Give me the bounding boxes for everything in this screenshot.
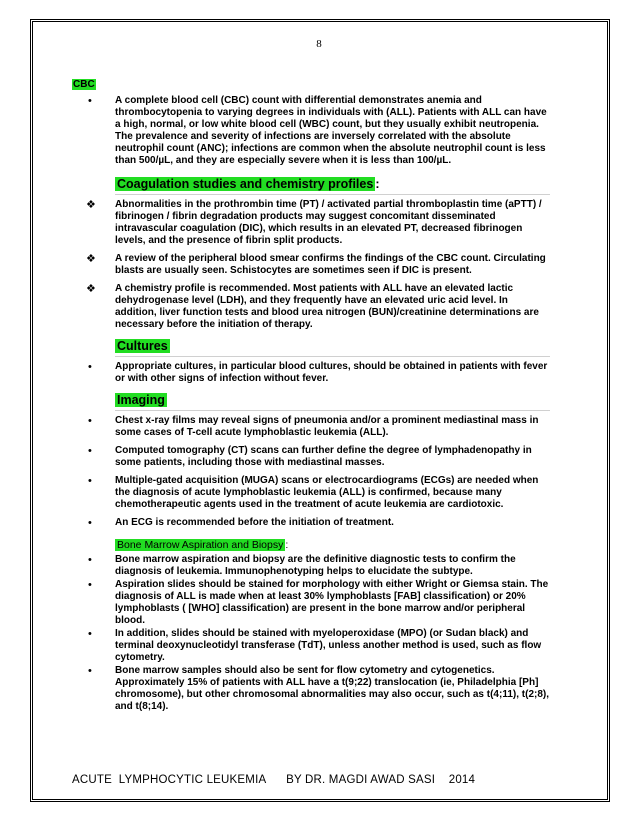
list-item: • Chest x-ray films may reveal signs of pneumonia and/or a prominent mediastinal mass in some cases of T-cell acute lymphoblastic leukemia (ALL).: [88, 415, 539, 438]
diamond-bullet-icon: ❖: [86, 253, 96, 265]
bullet-icon: •: [88, 475, 92, 487]
list-item: • Bone marrow samples should also be sent for flow cytometry and cytogenetics. Approximately 15% of patients with ALL have a t(9;22) translocation (ie, Philadelphia [Ph] chromosome), but other chromosomal abnormalities may also occur, such as t(4;11), t(2;8), and t(8;14).: [88, 665, 549, 712]
imaging-heading-row: [115, 391, 550, 411]
bullet-icon: •: [88, 445, 92, 457]
list-item: ❖ A review of the peripheral blood smear confirms the findings of the CBC count. Circulating blasts are usually seen. Schistocytes are sometimes seen if DIC is present.: [86, 253, 546, 276]
cbc-heading-row: [72, 74, 550, 92]
marrow-list: [72, 554, 550, 713]
list-item: ❖ Abnormalities in the prothrombin time (PT) / activated partial thromboplastin time (aPTT) / fibrinogen / fibrin degradation products may suggest concomitant disseminated intravascular coagulation (DIC), which results in an elevated PT, decreased fibrinogen levels, and the presence of fibrin split products.: [86, 199, 542, 246]
coag-heading-row: Coagulation studies and chemistry profiles :: [115, 175, 550, 195]
diamond-bullet-icon: ❖: [86, 283, 96, 295]
bullet-icon: •: [88, 628, 92, 640]
footer-year: 2014: [448, 774, 476, 786]
page-footer: [72, 774, 475, 786]
list-item: • An ECG is recommended before the initiation of treatment.: [88, 517, 394, 529]
list-item: • In addition, slides should be stained with myeloperoxidase (MPO) (or Sudan black) and terminal deoxynucleotidyl transferase (TdT), unless another method is used, such as flow cytometry.: [88, 628, 542, 663]
bullet-icon: •: [88, 95, 92, 107]
bullet-icon: •: [88, 665, 92, 677]
cultures-list: [72, 361, 550, 385]
bullet-icon: •: [88, 361, 92, 373]
cbc-list: [72, 95, 550, 167]
marrow-heading-row: Bone Marrow Aspiration and Biopsy :: [117, 539, 289, 551]
list-item: • Bone marrow aspiration and biopsy are the definitive diagnostic tests to confirm the diagnosis of leukemia. Immunophenotyping helps to elucidate the subtype.: [88, 554, 516, 577]
footer-author: BY DR. MAGDI AWAD SASI: [286, 774, 436, 786]
list-item: • Aspiration slides should be stained for morphology with either Wright or Giemsa stain. The diagnosis of ALL is made when at least 30% lymphoblasts [FAB] classification) or 20% lymphoblasts ( [WHO] classification) are present in the bone marrow and/or peripheral blood.: [88, 579, 549, 626]
list-item: • Multiple-gated acquisition (MUGA) scans or electrocardiograms (ECGs) are needed when the diagnosis of acute lymphoblastic leukemia (ALL) is confirmed, because many chemotherapeutic agents used in the treatment of acute leukemia are cardiotoxic.: [88, 475, 539, 510]
footer-title: ACUTE LYMPHOCYTIC LEUKEMIA: [72, 774, 266, 786]
page-content: [72, 74, 550, 714]
bullet-icon: •: [88, 517, 92, 529]
diamond-bullet-icon: ❖: [86, 199, 96, 211]
cultures-heading: Cultures: [117, 339, 168, 353]
list-item: • Computed tomography (CT) scans can further define the degree of lymphadenopathy in some patients, including those with mediastinal masses.: [88, 445, 532, 468]
list-item: • Appropriate cultures, in particular blood cultures, should be obtained in patients with fever or with other signs of infection without fever.: [88, 361, 548, 384]
coag-list: [72, 199, 550, 331]
marrow-heading: Bone Marrow Aspiration and Biopsy: [117, 539, 284, 551]
bullet-icon: •: [88, 415, 92, 427]
imaging-heading: Imaging: [117, 393, 165, 407]
list-item: ❖ A chemistry profile is recommended. Most patients with ALL have an elevated lactic dehydrogenase level (LDH), and they frequently have an elevated uric acid level. In addition, liver function tests and blood urea nitrogen (BUN)/creatinine determinations are necessary before the initiation of therapy.: [86, 283, 539, 330]
imaging-list: [72, 415, 550, 529]
coag-heading: Coagulation studies and chemistry profiles: [117, 177, 374, 191]
cbc-heading: CBC: [73, 79, 95, 90]
page-number: 8: [316, 38, 322, 50]
bullet-icon: •: [88, 554, 92, 566]
list-item: • A complete blood cell (CBC) count with differential demonstrates anemia and thrombocytopenia to varying degrees in individuals with (ALL). Patients with ALL can have a high, normal, or low white blood cell (WBC) count, but they usually exhibit neutropenia. The prevalence and severity of infections are inversely correlated with the absolute neutrophil count (ANC); infections are common when the absolute neutrophil count is less than 500/µL, and they are especially severe when it is less than 100/µL.: [88, 95, 547, 166]
cultures-heading-row: [115, 337, 550, 357]
bullet-icon: •: [88, 579, 92, 591]
